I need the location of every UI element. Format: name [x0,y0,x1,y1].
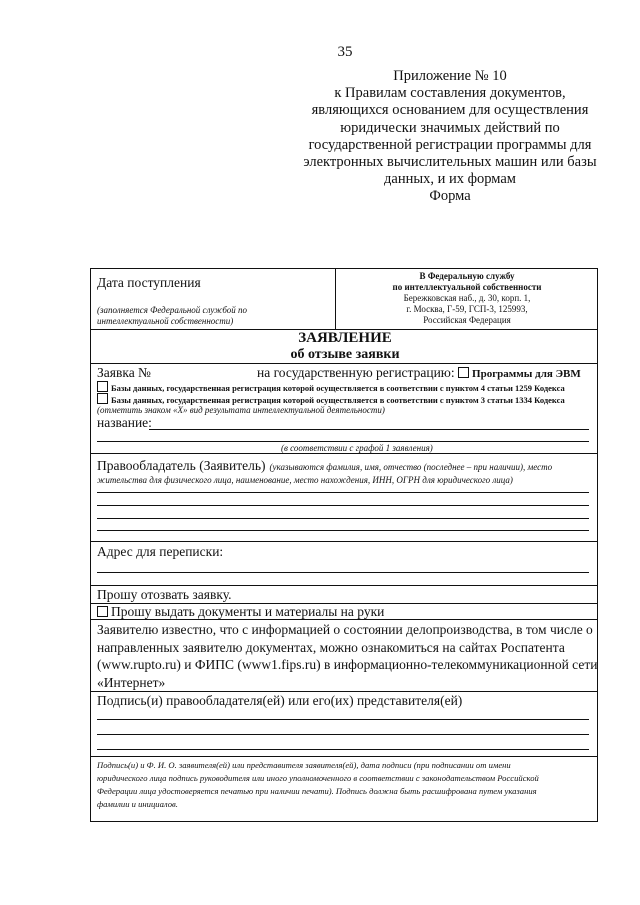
divider [91,619,597,620]
appendix-line: Приложение № 10 [393,68,507,84]
signature-field-line[interactable] [97,749,589,750]
appendix-line: электронных вычислительных машин или базы [303,154,597,171]
info-line: направленных заявителю документах, можно ознакомиться на сайтах Роспатента [97,639,565,655]
info-line: (www.rupto.ru) и ФИПС (www1.fips.ru) в информационно-телекоммуникационной сети [97,657,598,672]
withdraw-label: Прошу отозвать заявку. [97,587,232,602]
holder-field-line[interactable] [97,492,589,493]
signature-note-line: Подпись(и) и Ф. И. О. заявителя(ей) или представителя заявителя(ей), дата подписи (при подписании от имени [97,760,511,770]
receipt-note: интеллектуальной собственности) [97,316,234,326]
application-form [90,268,598,822]
appendix-line: являющихся основанием для осуществления [311,102,589,119]
name-field[interactable] [149,429,589,430]
name-note: (в соответствии с графой 1 заявления) [281,443,433,453]
divider [91,585,597,586]
signature-note [97,759,539,811]
divider [91,541,597,542]
application-number-label: Заявка № [97,365,151,380]
holder-field-line[interactable] [97,530,589,531]
appendix-form-label: Форма [429,188,471,205]
holder-label-line [97,457,552,475]
signature-label: Подпись(и) правообладателя(ей) или его(их) представителя(ей) [97,693,463,708]
db-1334-checkbox[interactable] [97,393,108,404]
name-field-line[interactable] [97,441,589,442]
documents-label: Прошу выдать документы и материалы на руки [111,604,385,619]
info-line: Заявителю известно, что с информацией о состоянии делопроизводства, в том числе о [97,622,593,637]
addressee-block [336,271,598,326]
appendix-line: государственной регистрации программы для [308,136,592,153]
divider [91,453,597,454]
programs-checkbox[interactable] [458,367,469,378]
form-subtitle: об отзыве заявки [290,347,400,362]
holder-field-line[interactable] [97,518,589,519]
divider [91,363,597,364]
appendix-line: данных, и их формам [384,171,516,188]
appendix-line: юридически значимых действий по [340,119,560,136]
documents-checkbox[interactable] [97,606,108,617]
signature-note-line: Федерации лица удостоверяется печатью при наличии печати). Подпись должна быть расшифрована путем указания [97,786,537,796]
address-label: Адрес для переписки: [97,544,224,559]
info-text [97,621,597,691]
db-1334-label: Базы данных, государственная регистрация которой осуществляется в соответствии с пунктом 3 статьи 1334 Кодекса [111,395,565,405]
db-1259-option [97,381,565,393]
info-line: «Интернет» [97,674,166,690]
db-1334-option [97,393,565,405]
signature-field-line[interactable] [97,719,589,720]
receipt-note: (заполняется Федеральной службой по [97,305,248,315]
programs-option-label: Программы для ЭВМ [472,368,581,380]
holder-note: жительства для физического лица, наименование, место нахождения, ИНН, ОГРН для юридического лица) [97,475,513,485]
appendix-heading [290,68,610,206]
signature-note-line: фамилии и инициалов. [97,799,178,809]
page-number: 35 [337,44,353,60]
registration-label-text: на государственную регистрацию: [257,365,455,380]
divider [91,756,597,757]
db-1259-checkbox[interactable] [97,381,108,392]
form-title: ЗАЯВЛЕНИЕ [298,330,392,346]
divider [91,691,597,692]
holder-label: Правообладатель (Заявитель) [97,458,266,473]
signature-field-line[interactable] [97,734,589,735]
addressee-line: В Федеральную службу [419,271,515,281]
receipt-date-label: Дата поступления [97,275,201,290]
holder-field-line[interactable] [97,505,589,506]
registration-label [257,365,581,381]
addressee-line: г. Москва, Г-59, ГСП-3, 125993, [406,304,528,314]
mark-note: (отметить знаком «X» вид результата интеллектуальной деятельности) [97,405,385,415]
address-field-line[interactable] [97,572,589,573]
name-label: название: [97,415,152,430]
documents-option [97,604,384,620]
addressee-line: Российская Федерация [423,315,511,325]
signature-note-line: юридического лица подпись руководителя или иного уполномоченного в соответствии с законодательством Российской [97,773,539,783]
addressee-line: Бережковская наб., д. 30, корп. 1, [403,293,531,303]
db-1259-label: Базы данных, государственная регистрация которой осуществляется в соответствии с пунктом 4 статьи 1259 Кодекса [111,383,565,393]
addressee-line: по интеллектуальной собственности [392,282,542,292]
holder-note: (указываются фамилия, имя, отчество (последнее – при наличии), место [269,462,553,472]
appendix-line: к Правилам составления документов, [334,85,566,102]
